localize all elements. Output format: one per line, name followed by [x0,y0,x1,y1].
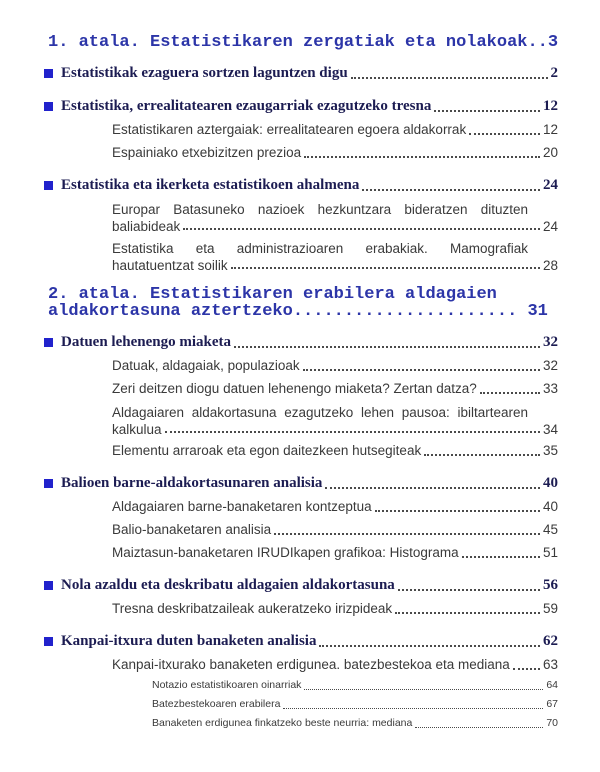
dot-leader [424,454,540,456]
toc-entry[interactable] [112,519,558,540]
toc-entry[interactable] [112,542,558,563]
toc-entry-label: Estatistikak ezaguera sortzen laguntzen digu [61,65,348,81]
dot-leader [513,668,540,670]
page-number: 24 [543,177,558,193]
toc-entry-row [152,714,558,732]
toc-entry-label: Notazio estatistikoaren oinarriak [152,679,302,691]
toc-entry[interactable] [112,404,558,438]
toc-entry[interactable] [44,575,558,596]
page-number: 35 [542,443,558,458]
toc-entry[interactable] [44,96,558,117]
toc-entry[interactable] [112,440,558,461]
bullet-square-icon [44,69,53,78]
dot-leader [395,612,540,614]
toc-entry-row [112,218,558,235]
toc-entry-row [112,519,558,540]
toc-entry-label: Banaketen erdigunea finkatzeko beste neurria: mediana [152,717,413,729]
chapter-heading [48,286,558,320]
toc-entry[interactable] [112,355,558,376]
page-number: 12 [543,98,558,114]
toc-entry-row [44,473,558,494]
bullet-square-icon [44,181,53,190]
toc-entry-label: Kanpai-itxurako banaketen erdigunea. batezbestekoa eta mediana [112,657,510,672]
bullet-square-icon [44,637,53,646]
dot-leader [351,77,548,79]
page-number: 64 [546,679,558,691]
toc-entry[interactable] [112,654,558,675]
dot-leader [274,533,540,535]
page-number: 59 [542,601,558,616]
page-number: 40 [542,499,558,514]
toc-entry[interactable] [44,473,558,494]
toc-entry-row [152,676,558,694]
toc-entry[interactable] [112,496,558,517]
toc-entry[interactable] [112,142,558,163]
toc-entry[interactable] [152,676,558,694]
toc-entry-row [44,631,558,652]
page-number: 33 [542,381,558,396]
bullet-square-icon [44,479,53,488]
toc-entry[interactable] [44,63,558,84]
toc-entry-row [112,142,558,163]
chapter-heading-line: 1. atala. Estatistikaren zergatiak eta nolakoak..3 [48,33,559,52]
dot-leader [234,346,540,348]
toc-entry-label: Estatistika eta ikerketa estatistikoen ahalmena [61,177,360,193]
dot-leader [283,708,543,709]
toc-entry-row [112,496,558,517]
toc-entry-label: Tresna deskribatzaileak aukeratzeko irizpideak [112,601,393,616]
toc-entry-line: Estatistika eta administrazioaren erabakiak. Mamografiak [112,241,528,256]
toc-entry-label: Balioen barne-aldakortasunaren analisia [61,475,323,491]
dot-leader [319,645,540,647]
toc-entry-label: kalkulua [112,422,162,437]
page-number: 56 [543,577,558,593]
toc-entry-label: Batezbestekoaren erabilera [152,698,281,710]
toc-entry[interactable] [44,332,558,353]
toc-entry-row [152,695,558,713]
page-number: 32 [543,334,558,350]
page-number: 28 [542,258,558,273]
toc-entry-label: hautatuentzat soilik [112,258,228,273]
dot-leader [325,487,540,489]
toc [48,34,558,732]
toc-entry-row [112,378,558,399]
dot-leader [434,110,540,112]
toc-entry-label: Estatistikaren aztergaiak: errealitatearen egoera aldakorrak [112,122,467,137]
chapter-heading-line: aldakortasuna aztertzeko...................... 31 [48,302,548,321]
page-number: 32 [542,358,558,373]
page-number: 34 [542,422,558,437]
toc-entry-label: Datuen lehenengo miaketa [61,334,231,350]
dot-leader [303,369,540,371]
dot-leader [415,727,543,728]
toc-entry[interactable] [112,201,558,235]
dot-leader [375,510,540,512]
toc-entry-label: Maiztasun-banaketaren IRUDIkapen grafikoa: Histograma [112,545,459,560]
toc-entry-label: Estatistika, errealitatearen ezaugarriak ezagutzeko tresna [61,98,432,114]
toc-entry-row [44,175,558,196]
dot-leader [183,228,540,230]
toc-entry[interactable] [112,240,558,274]
page-number: 40 [543,475,558,491]
dot-leader [480,392,540,394]
toc-entry-label: Kanpai-itxura duten banaketen analisia [61,633,317,649]
toc-entry-row [112,654,558,675]
toc-entry-row [112,119,558,140]
toc-entry-row [112,440,558,461]
toc-entry[interactable] [152,714,558,732]
toc-entry-label: baliabideak [112,219,181,234]
page-number: 62 [543,633,558,649]
toc-entry-label: Zeri deitzen diogu datuen lehenengo miaketa? Zertan datza? [112,381,477,396]
toc-entry[interactable] [112,378,558,399]
toc-entry-row [112,257,558,274]
toc-entry-row [44,332,558,353]
toc-entry[interactable] [112,598,558,619]
toc-entry-label: Nola azaldu eta deskribatu aldagaien aldakortasuna [61,577,395,593]
toc-entry-label: Aldagaiaren barne-banaketaren kontzeptua [112,499,372,514]
page-number: 67 [546,698,558,710]
toc-entry-label: Datuak, aldagaiak, populazioak [112,358,300,373]
page-number: 45 [542,522,558,537]
page-number: 2 [550,65,558,81]
toc-entry-row [44,575,558,596]
dot-leader [462,556,540,558]
chapter-heading-line: 2. atala. Estatistikaren erabilera aldagaien [48,285,497,304]
page-number: 24 [542,219,558,234]
toc-entry[interactable] [44,631,558,652]
toc-entry-row [44,63,558,84]
toc-entry-line: Europar Batasuneko nazioek hezkuntzara bideratzen dituzten [112,202,528,217]
page-number: 20 [542,145,558,160]
bullet-square-icon [44,338,53,347]
dot-leader [362,189,540,191]
chapter-heading [48,34,558,51]
toc-entry[interactable] [152,695,558,713]
toc-entry-row [112,542,558,563]
page-number: 70 [546,717,558,729]
page-number: 12 [542,122,558,137]
dot-leader [231,267,540,269]
dot-leader [469,133,540,135]
toc-entry-row [112,598,558,619]
dot-leader [304,689,543,690]
toc-entry-line: Aldagaiaren aldakortasuna ezagutzeko lehen pausoa: ibiltartearen [112,405,528,420]
page-number: 51 [542,545,558,560]
bullet-square-icon [44,102,53,111]
toc-entry-label: Espainiako etxebizitzen prezioa [112,145,302,160]
toc-entry-label: Elementu arraroak eta egon daitezkeen hutsegiteak [112,443,422,458]
toc-entry-row [44,96,558,117]
toc-entry-row [112,421,558,438]
toc-entry-label: Balio-banaketaren analisia [112,522,272,537]
bullet-square-icon [44,581,53,590]
dot-leader [304,156,540,158]
toc-entry-row [112,355,558,376]
toc-entry[interactable] [44,175,558,196]
dot-leader [398,589,540,591]
toc-entry[interactable] [112,119,558,140]
page-number: 63 [542,657,558,672]
dot-leader [165,431,540,433]
